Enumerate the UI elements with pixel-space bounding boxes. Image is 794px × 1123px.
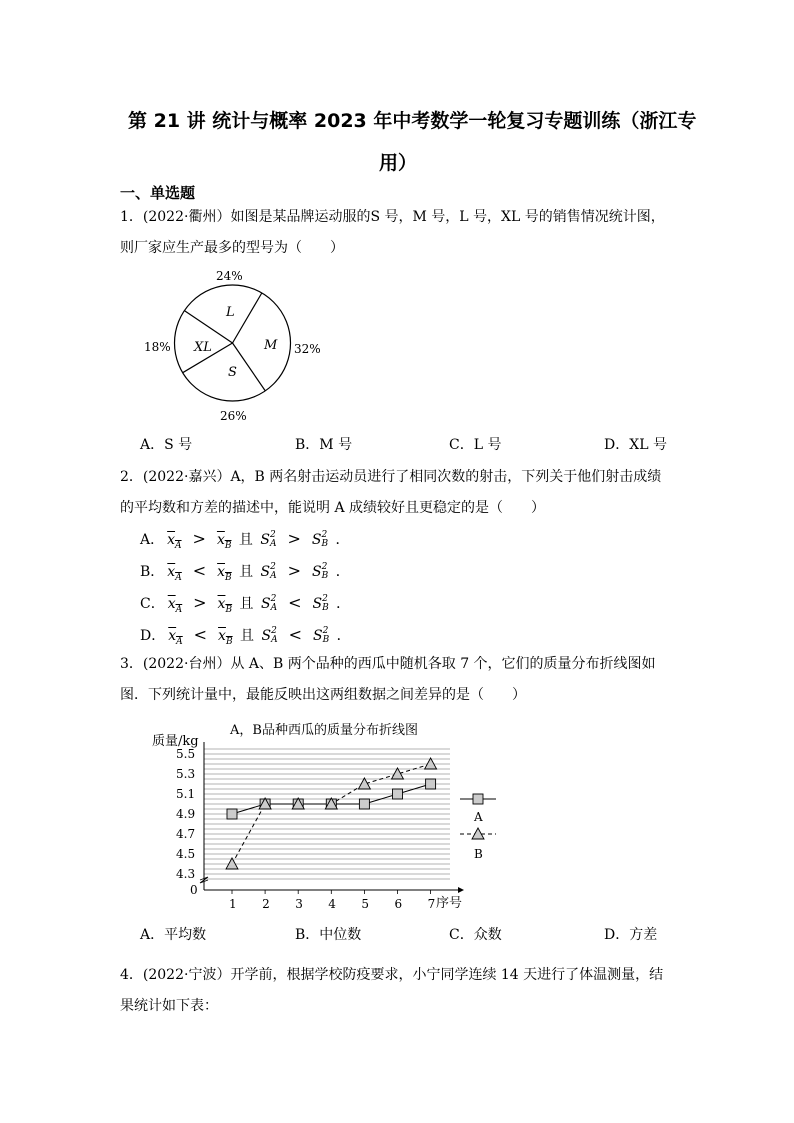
option-text: D． <box>140 628 166 644</box>
pie-value-label: 32% <box>294 342 321 356</box>
mean-b: $x_B$ <box>216 532 232 551</box>
variance-a: S 2 A <box>260 594 278 613</box>
q2-option-a[interactable] <box>140 529 350 551</box>
legend-label-b: B <box>474 847 483 861</box>
q3-option-c[interactable]: C．众数 <box>449 927 502 943</box>
relation-sign: < <box>192 561 207 580</box>
option-text: ． <box>331 532 350 548</box>
marker-a <box>393 789 403 799</box>
mean-a: $x_A$ <box>167 564 182 583</box>
y-tick-label: 4.3 <box>176 867 196 881</box>
variance-a: S 2 A <box>260 530 277 549</box>
question-3-line-2: 图．下列统计量中，最能反映出这两组数据之间差异的是（ ） <box>120 687 526 703</box>
question-2-line-2: 的平均数和方差的描述中，能说明 A 成绩较好且更稳定的是（ ） <box>120 500 546 516</box>
marker-b <box>392 768 404 779</box>
x-tick-label: 3 <box>295 897 303 911</box>
marker-a <box>426 779 436 789</box>
q1-option-b[interactable]: B．M 号 <box>295 437 353 453</box>
marker-b <box>358 778 370 789</box>
pie-value-label: 18% <box>144 340 171 354</box>
relation-sign: < <box>288 593 302 612</box>
q3-option-d[interactable]: D．方差 <box>604 927 658 943</box>
x-tick-label: 1 <box>229 897 237 911</box>
pie-value-label: 26% <box>220 409 247 423</box>
mean-b: $x_B$ <box>217 564 232 583</box>
option-text: 且 <box>235 596 258 612</box>
option-text: C． <box>140 596 165 612</box>
y-tick-label: 4.5 <box>176 847 196 861</box>
q1-option-d[interactable]: D．XL 号 <box>604 437 667 453</box>
relation-sign: > <box>193 593 207 612</box>
q2-option-d[interactable] <box>140 625 351 647</box>
option-text: ． <box>332 628 351 644</box>
q2-option-b[interactable] <box>140 561 350 583</box>
line-chart <box>140 712 510 917</box>
relation-sign: > <box>287 561 302 580</box>
variance-a: S 2 A <box>261 626 278 645</box>
question-2-line-1: 2．(2022·嘉兴）A，B 两名射击运动员进行了相同次数的射击，下列关于他们射击成绩 <box>120 469 662 485</box>
pie-slice-label: XL <box>194 340 212 355</box>
section-heading: 一、单选题 <box>120 184 196 202</box>
mean-b: $x_B$ <box>218 628 233 647</box>
pie-slice-label: S <box>228 365 237 380</box>
x-tick-label: 6 <box>394 897 403 911</box>
mean-a: $x_A$ <box>168 628 183 647</box>
legend-label-a: A <box>474 810 483 824</box>
x-tick-label: 4 <box>328 897 336 911</box>
q1-option-a[interactable]: A．S 号 <box>140 437 193 453</box>
chart-title: A，B品种西瓜的质量分布折线图 <box>230 723 418 738</box>
y-axis-label: 质量/kg <box>152 734 199 749</box>
y-tick-label: 5.5 <box>176 747 196 761</box>
question-1-line-2: 则厂家应生产最多的型号为（ ） <box>120 240 344 256</box>
option-text: 且 <box>234 564 258 580</box>
y-tick-label: 0 <box>190 883 198 897</box>
option-text: B． <box>140 564 165 580</box>
relation-sign: > <box>287 529 301 548</box>
q2-option-c[interactable] <box>140 593 350 615</box>
marker-a <box>227 809 237 819</box>
option-text: 且 <box>235 628 259 644</box>
question-1-line-1: 1．(2022·衢州）如图是某品牌运动服的S 号，M 号，L 号，XL 号的销售情况统计图， <box>120 209 665 225</box>
relation-sign: > <box>192 529 206 548</box>
q1-option-c[interactable]: C．L 号 <box>449 437 502 453</box>
variance-a: S 2 A <box>260 562 277 581</box>
legend-marker-a <box>473 794 483 804</box>
q3-option-b[interactable]: B．中位数 <box>295 927 362 943</box>
question-4-line-2: 果统计如下表： <box>120 998 218 1014</box>
variance-b: S 2 B <box>311 530 329 549</box>
marker-b <box>226 858 238 869</box>
y-tick-label: 4.7 <box>176 827 196 841</box>
marker-b <box>425 758 437 769</box>
pie-slice-label: L <box>226 305 235 320</box>
marker-a <box>359 799 369 809</box>
pie-value-label: 24% <box>216 269 243 283</box>
page-title-continued: 用） <box>379 152 418 174</box>
question-3-line-1: 3．(2022·台州）从 A、B 两个品种的西瓜中随机各取 7 个，它们的质量分布折线图如 <box>120 656 656 672</box>
option-text: 且 <box>234 532 258 548</box>
option-text: A． <box>140 532 165 548</box>
relation-sign: < <box>288 625 302 644</box>
option-text: ． <box>331 564 350 580</box>
y-tick-label: 5.3 <box>176 767 196 781</box>
pie-chart <box>140 262 340 430</box>
q3-option-a[interactable]: A．平均数 <box>140 927 207 943</box>
mean-b: $x_B$ <box>217 596 233 615</box>
question-4-line-1: 4．(2022·宁波）开学前，根据学校防疫要求，小宁同学连续 14 天进行了体温测量，结 <box>120 967 664 983</box>
y-tick-label: 4.9 <box>176 807 196 821</box>
variance-b: S 2 B <box>312 626 330 645</box>
relation-sign: < <box>193 625 208 644</box>
mean-a: $x_A$ <box>167 532 182 551</box>
x-tick-label: 7 <box>427 897 436 911</box>
y-tick-label: 5.1 <box>176 787 196 801</box>
x-axis-arrow <box>458 887 464 893</box>
x-tick-label: 5 <box>361 897 370 911</box>
page-title: 第 21 讲 统计与概率 2023 年中考数学一轮复习专题训练（浙江专 <box>128 110 697 132</box>
mean-a: $x_A$ <box>167 596 183 615</box>
variance-b: S 2 B <box>312 562 329 581</box>
x-axis-label: 序号 <box>436 896 463 911</box>
pie-slice-label: M <box>264 338 278 353</box>
variance-b: S 2 B <box>312 594 329 613</box>
x-tick-label: 2 <box>262 897 270 911</box>
option-text: ． <box>331 596 351 612</box>
